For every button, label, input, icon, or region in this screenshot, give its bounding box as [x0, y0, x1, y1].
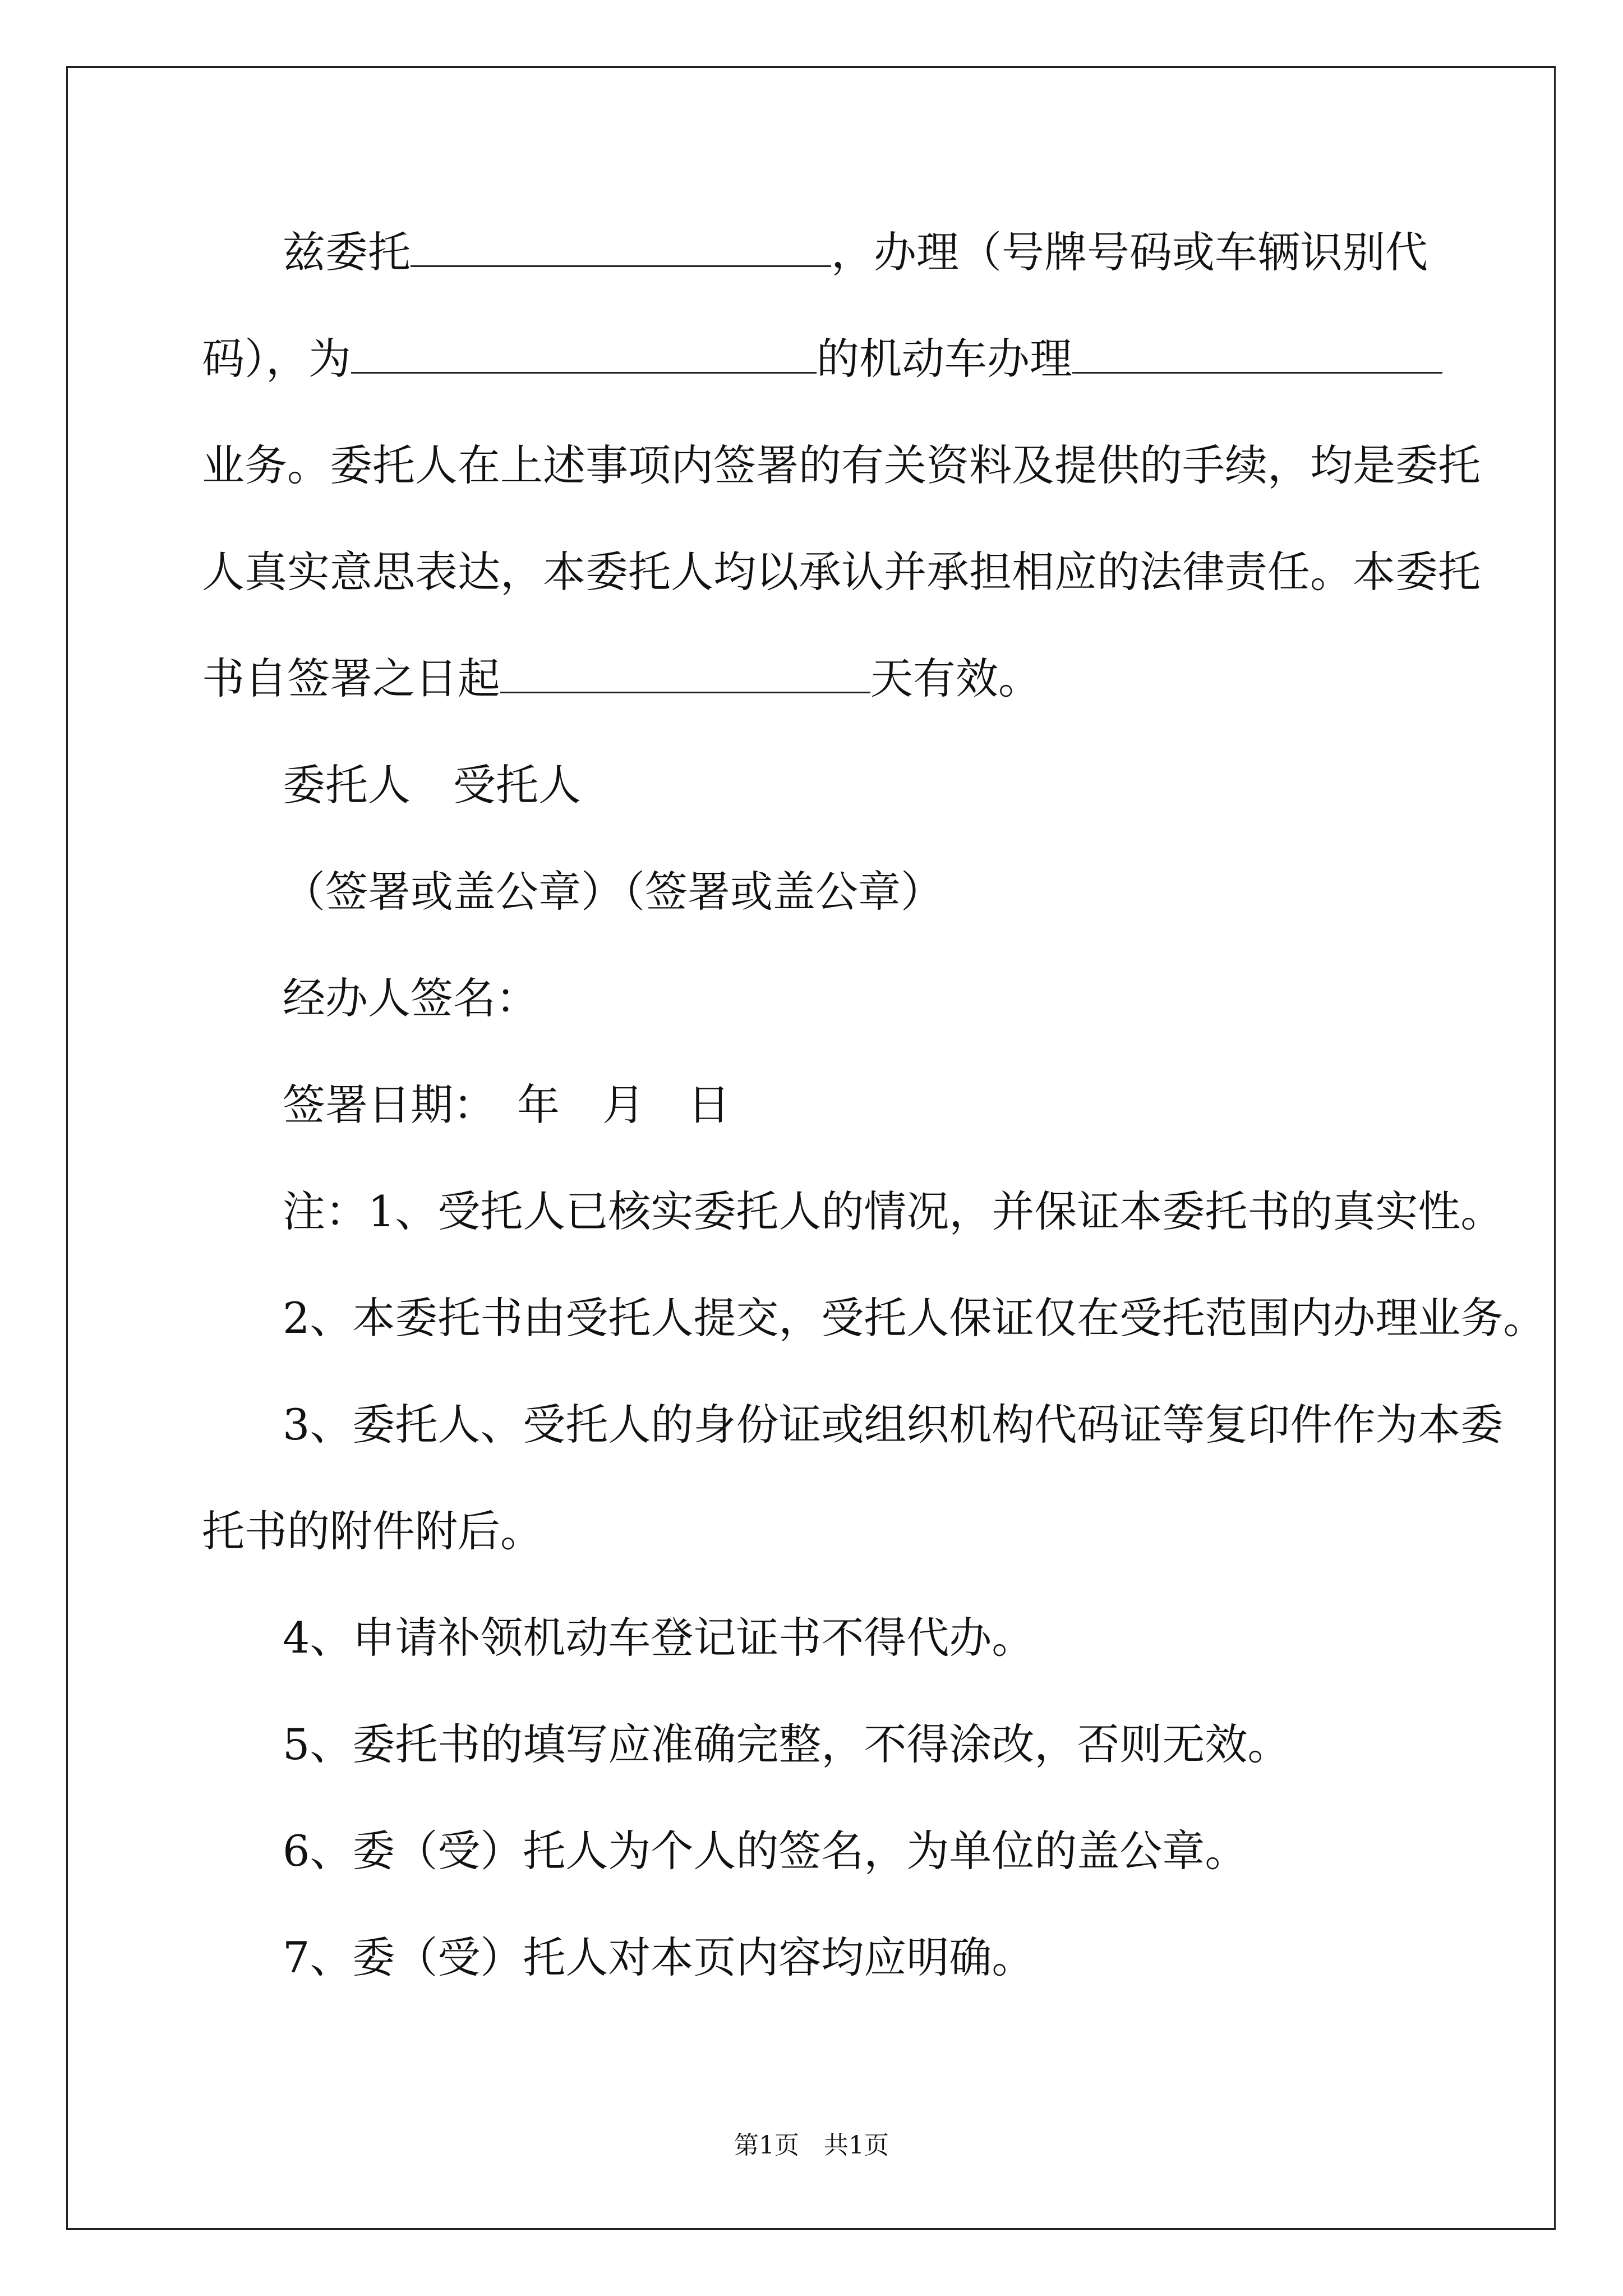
page-number: 第1页 共1页 [734, 2131, 889, 2160]
valid-days-blank[interactable] [500, 652, 870, 693]
vehicle-id-blank[interactable] [351, 333, 817, 374]
business-blank[interactable] [1072, 333, 1442, 374]
note-2: 2、本委托书由受托人提交，受托人保证仅在受托范围内办理业务。 [283, 1293, 1546, 1343]
note-6: 6、委（受）托人为个人的签名，为单位的盖公章。 [283, 1826, 1248, 1876]
sign-date-line: 签署日期： 年 月 日 [283, 1080, 730, 1130]
para1-line1 [283, 224, 1516, 280]
note-3-line1: 3、委托人、受托人的身份证或组织机构代码证等复印件作为本委 [283, 1400, 1504, 1450]
para1-line2 [202, 331, 1436, 387]
para1-line5 [202, 651, 1436, 707]
valid-from-text: 书自签署之日起 [202, 654, 500, 703]
seal-note-line: （签署或盖公章）（签署或盖公章） [283, 867, 943, 917]
valid-text: 天有效。 [870, 654, 1041, 703]
note-3-line2: 托书的附件附后。 [202, 1506, 543, 1556]
handle-text: ，办理（号牌号码或车辆识别代 [831, 227, 1428, 277]
para1-line4: 人真实意思表达，本委托人均以承认并承担相应的法律责任。本委托 [202, 547, 1481, 597]
page-border [66, 66, 1556, 2230]
note-7: 7、委（受）托人对本页内容均应明确。 [283, 1932, 1035, 1982]
parties-line: 委托人 受托人 [283, 760, 581, 810]
for-text: 码），为 [202, 334, 351, 384]
entrust-text: 兹委托 [283, 227, 411, 277]
para1-line3: 业务。委托人在上述事项内签署的有关资料及提供的手续，均是委托 [202, 440, 1481, 490]
note-1: 注：1、受托人已核实委托人的情况，并保证本委托书的真实性。 [283, 1186, 1504, 1236]
vehicle-handle-text: 的机动车办理 [817, 334, 1072, 384]
note-4: 4、申请补领机动车登记证书不得代办。 [283, 1613, 1035, 1663]
trustee-blank[interactable] [411, 226, 831, 267]
note-5: 5、委托书的填写应准确完整，不得涂改，否则无效。 [283, 1719, 1290, 1769]
handler-sign-line: 经办人签名： [283, 973, 538, 1023]
